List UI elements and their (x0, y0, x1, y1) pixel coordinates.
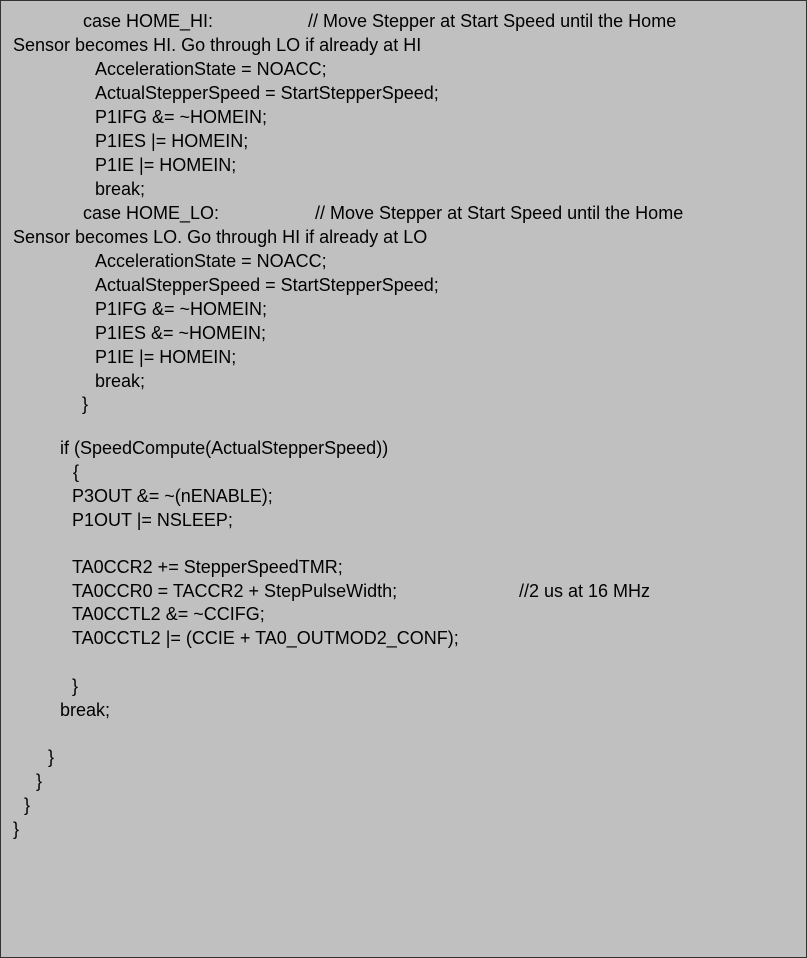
code-line: } (24, 795, 31, 815)
code-comment: // Move Stepper at Start Speed until the Home (315, 203, 684, 223)
code-line: P1IES |= HOMEIN; (95, 131, 249, 151)
code-line: P1IES &= ~HOMEIN; (95, 323, 267, 343)
code-line: P1IFG &= ~HOMEIN; (95, 107, 268, 127)
code-line: { (73, 462, 80, 482)
code-comment: Sensor becomes HI. Go through LO if already at HI (13, 35, 422, 55)
code-line: break; (95, 179, 146, 199)
code-line: } (48, 747, 55, 767)
code-line: ActualStepperSpeed = StartStepperSpeed; (95, 83, 439, 103)
code-line: P1OUT |= NSLEEP; (72, 510, 233, 530)
code-line: if (SpeedCompute(ActualStepperSpeed)) (60, 438, 389, 458)
code-line: TA0CCTL2 &= ~CCIFG; (72, 604, 265, 624)
code-line: TA0CCTL2 |= (CCIE + TA0_OUTMOD2_CONF); (72, 628, 459, 648)
code-line: P3OUT &= ~(nENABLE); (72, 486, 273, 506)
code-line: case HOME_HI: (83, 11, 214, 31)
code-line: TA0CCR2 += StepperSpeedTMR; (72, 557, 343, 577)
code-line: TA0CCR0 = TACCR2 + StepPulseWidth; (72, 581, 398, 601)
code-line: } (82, 394, 89, 414)
code-comment: //2 us at 16 MHz (519, 581, 651, 601)
code-comment: // Move Stepper at Start Speed until the Home (308, 11, 677, 31)
code-line: AccelerationState = NOACC; (95, 251, 327, 271)
code-line: } (13, 819, 20, 839)
code-line: AccelerationState = NOACC; (95, 59, 327, 79)
code-line: } (36, 771, 43, 791)
code-line: P1IE |= HOMEIN; (95, 155, 237, 175)
code-line: P1IE |= HOMEIN; (95, 347, 237, 367)
code-line: ActualStepperSpeed = StartStepperSpeed; (95, 275, 439, 295)
code-line: } (72, 676, 79, 696)
code-line: break; (60, 700, 111, 720)
code-line: P1IFG &= ~HOMEIN; (95, 299, 268, 319)
code-line: break; (95, 371, 146, 391)
code-comment: Sensor becomes LO. Go through HI if already at LO (13, 227, 428, 247)
code-line: case HOME_LO: (83, 203, 220, 223)
